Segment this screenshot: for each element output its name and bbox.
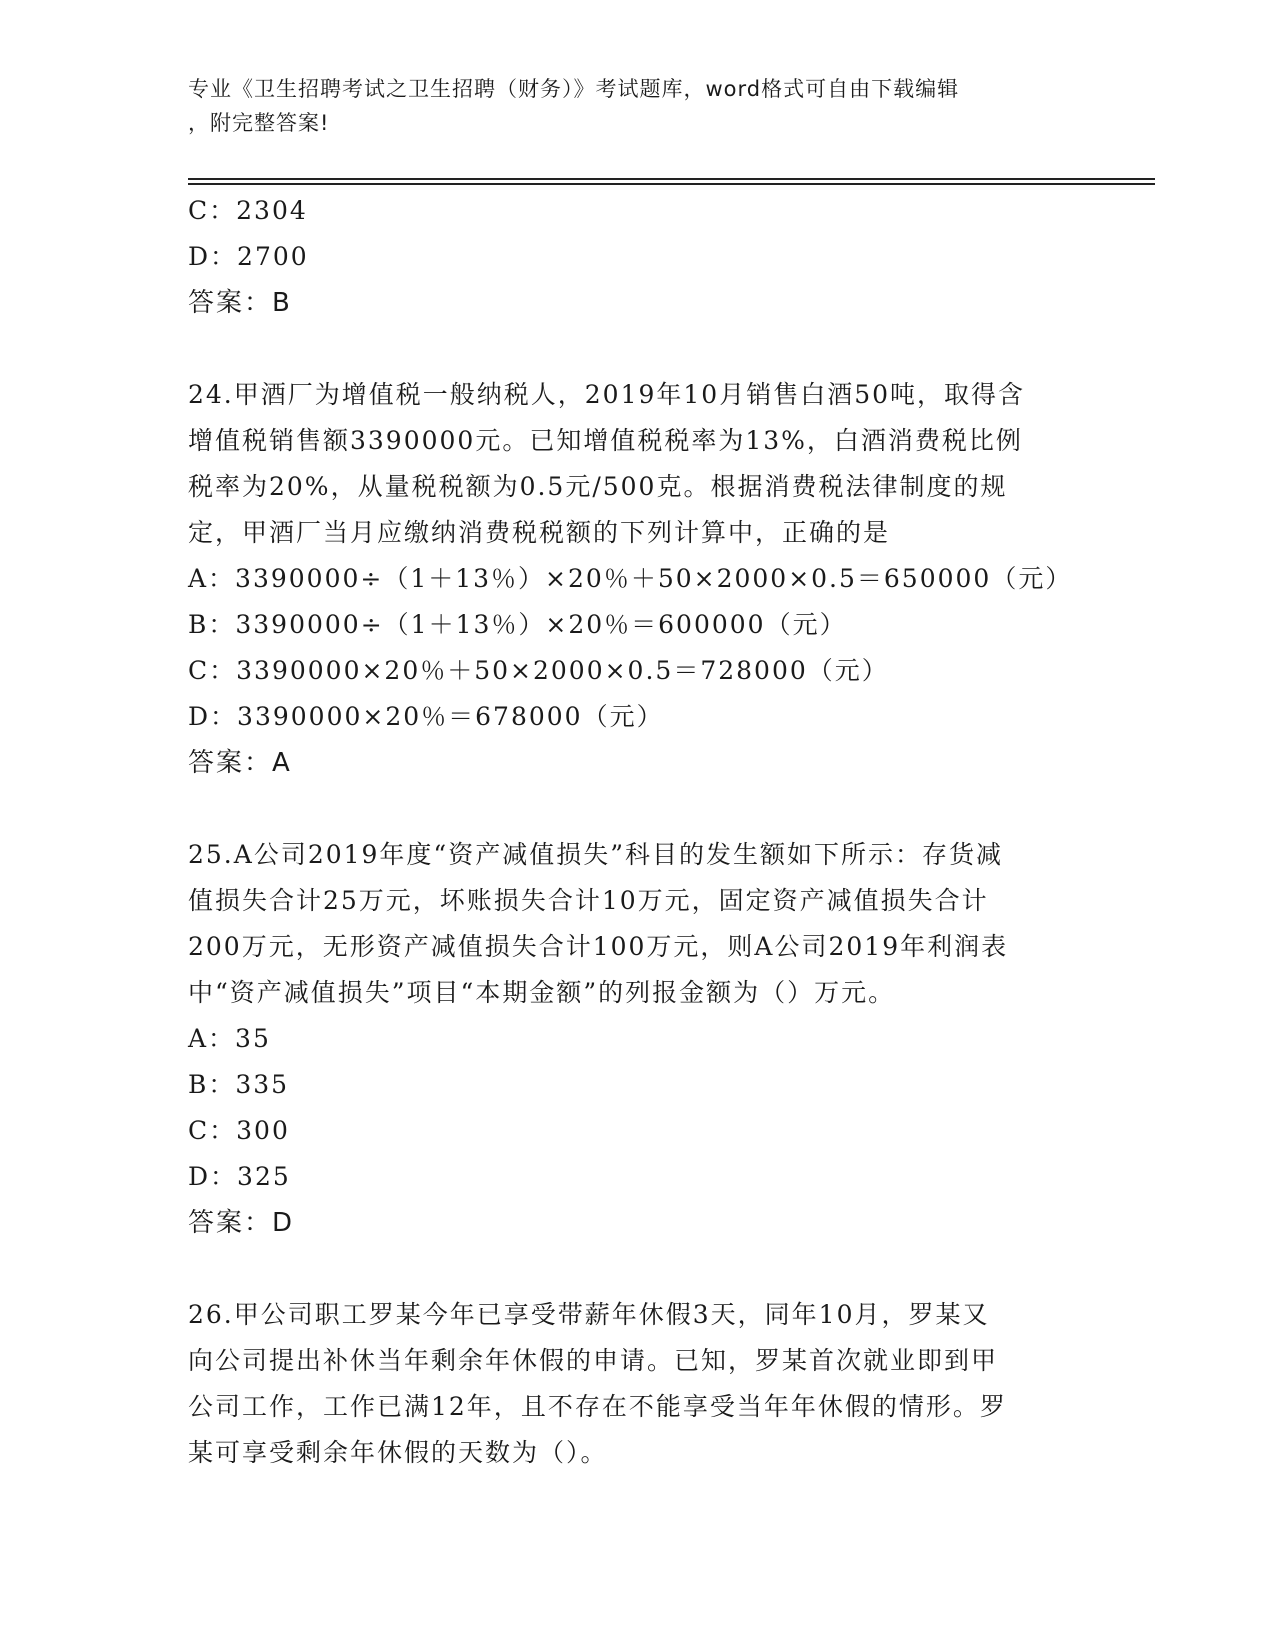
question-text-line: 25.A公司2019年度“资产减值损失”科目的发生额如下所示：存货减 (188, 840, 1003, 869)
option-c: C：300 (188, 1116, 290, 1145)
question-text-line: 值损失合计25万元，坏账损失合计10万元，固定资产减值损失合计 (188, 886, 989, 915)
option-c: C：3390000×20％＋50×2000×0.5＝728000（元） (188, 656, 889, 685)
question-text-line: 税率为20%，从量税税额为0.5元/500克。根据消费税法律制度的规 (188, 472, 1008, 501)
question-text-line: 某可享受剩余年休假的天数为（）。 (188, 1438, 608, 1467)
header-rule-bottom (188, 183, 1155, 185)
option-c: C：2304 (188, 196, 308, 225)
option-d: D：2700 (188, 242, 309, 271)
document-header (188, 72, 1068, 140)
option-d: D：325 (188, 1162, 291, 1191)
header-rule-top (188, 178, 1155, 180)
question-text-line: 增值税销售额3390000元。已知增值税税率为13%，白酒消费税比例 (188, 426, 1023, 455)
option-a: A：35 (188, 1024, 271, 1053)
question-text-line: 公司工作，工作已满12年，且不存在不能享受当年年休假的情形。罗 (188, 1392, 1007, 1421)
option-b: B：335 (188, 1070, 290, 1099)
question-text-line: 24.甲酒厂为增值税一般纳税人，2019年10月销售白酒50吨，取得含 (188, 380, 1026, 409)
option-a: A：3390000÷（1＋13％）×20％＋50×2000×0.5＝650000（元） (188, 564, 1073, 593)
question-25 (188, 832, 1088, 1246)
question-text-line: 定，甲酒厂当月应缴纳消费税税额的下列计算中，正确的是 (188, 518, 891, 547)
question-24 (188, 372, 1088, 786)
question-text-line: 中“资产减值损失”项目“本期金额”的列报金额为（）万元。 (188, 978, 896, 1007)
option-d: D：3390000×20％＝678000（元） (188, 702, 664, 731)
answer-line: 答案：A (188, 748, 292, 778)
previous-question-tail (188, 188, 1088, 326)
question-text-line: 26.甲公司职工罗某今年已享受带薪年休假3天，同年10月，罗某又 (188, 1300, 990, 1329)
answer-line: 答案：B (188, 288, 292, 318)
answer-line: 答案：D (188, 1208, 295, 1238)
question-text-line: 200万元，无形资产减值损失合计100万元，则A公司2019年利润表 (188, 932, 1009, 961)
question-text-line: 向公司提出补休当年剩余年休假的申请。已知，罗某首次就业即到甲 (188, 1346, 999, 1375)
header-line-2: ，附完整答案! (188, 111, 330, 135)
question-26 (188, 1292, 1088, 1476)
header-line-1: 专业《卫生招聘考试之卫生招聘（财务）》考试题库，word格式可自由下载编辑 (188, 77, 960, 101)
option-b: B：3390000÷（1＋13％）×20％＝600000（元） (188, 610, 847, 639)
document-body (188, 188, 1088, 1476)
